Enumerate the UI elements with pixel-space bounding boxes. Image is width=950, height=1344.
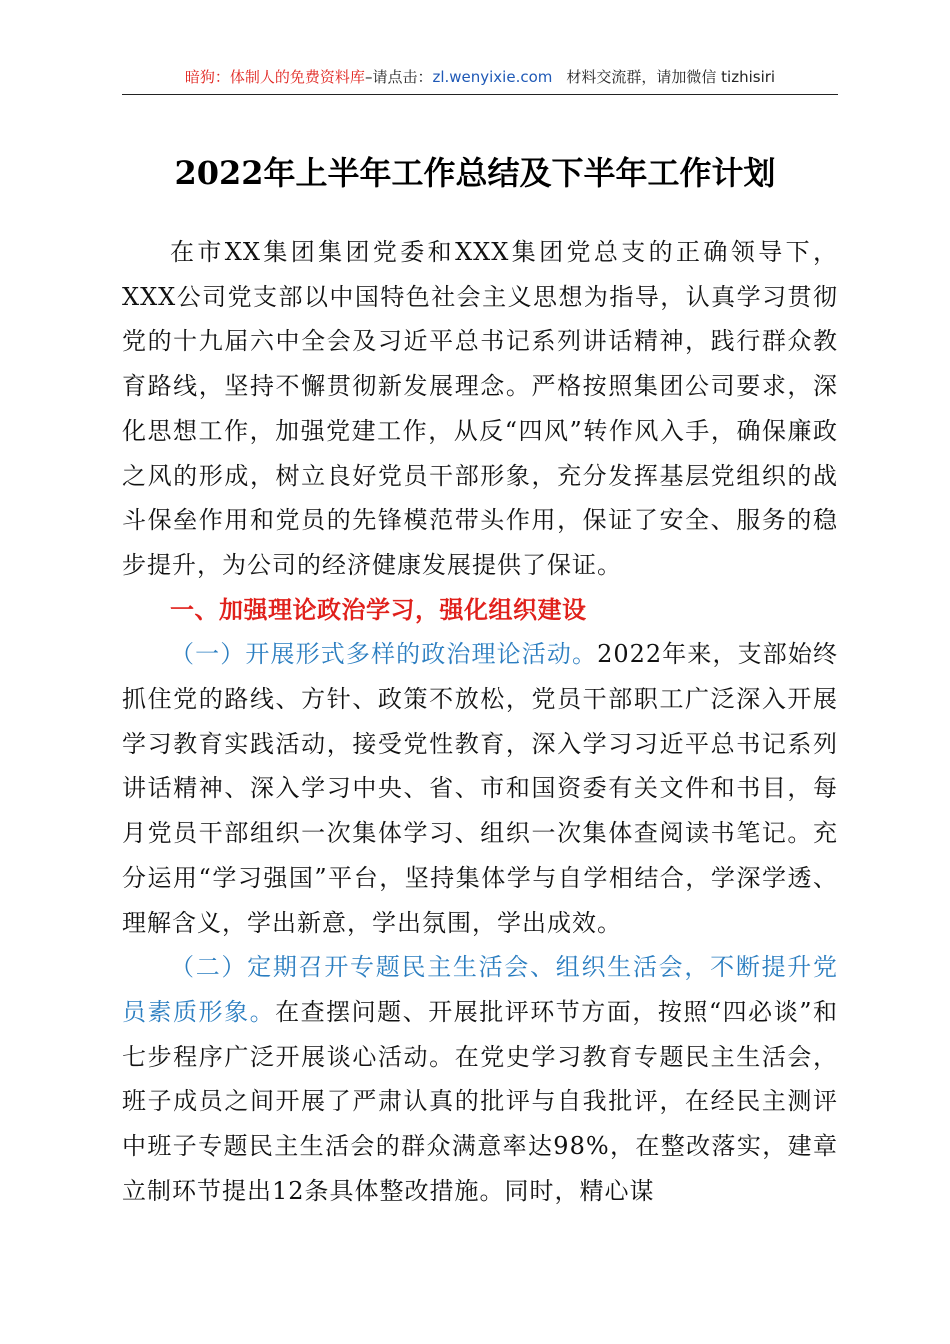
document-body — [122, 230, 838, 1213]
document-title: 2022年上半年工作总结及下半年工作计划 — [174, 154, 776, 192]
section-1-item-2 — [122, 945, 838, 1213]
header-site-name: 暗狗：体制人的免费资料库 — [184, 68, 365, 86]
item-2-heading: （二）定期召开专题民主生活会、组织生活会，不断提升党员素质形象。 — [122, 953, 838, 1026]
section-1-heading: 一、加强理论政治学习，强化组织建设 — [170, 595, 587, 624]
section-1-item-1 — [122, 632, 838, 945]
header-wechat-note: 材料交流群，请加微信 tizhisiri — [566, 68, 776, 86]
page-header — [122, 66, 838, 95]
item-2-text: 在查摆问题、开展批评环节方面，按照“四必谈”和七步程序广泛开展谈心活动。在党史学习教育专题民主生活会，班子成员之间开展了严肃认真的批评与自我批评，在经民主测评中班子专题民主生活会的群众满意率达98%，在整改落实，建章立制环节提出12条具体整改措施。同时，精心谋 — [122, 997, 839, 1205]
item-1-text: 2022年来，支部始终抓住党的路线、方针、政策不放松，党员干部职工广泛深入开展学习教育实践活动，接受党性教育，深入学习习近平总书记系列讲话精神、深入学习中央、省、市和国资委有关文件和书目，每月党员干部组织一次集体学习、组织一次集体查阅读书笔记。充分运用“学习强国”平台，坚持集体学与自学相结合，学深学透、理解含义，学出新意，学出氛围，学出成效。 — [122, 640, 839, 937]
item-1-heading: （一）开展形式多样的政治理论活动。 — [170, 640, 598, 669]
header-site-link[interactable]: zl.wenyixie.com — [432, 68, 553, 86]
header-click-prompt: –请点击： — [364, 68, 433, 86]
intro-paragraph: 在市XX集团集团党委和XXX集团党总支的正确领导下，XXX公司党支部以中国特色社会主义思想为指导，认真学习贯彻党的十九届六中全会及习近平总书记系列讲话精神，践行群众教育路线，坚持不懈贯彻新发展理念。严格按照集团公司要求，深化思想工作，加强党建工作，从反“四风”转作风入手，确保廉政之风的形成，树立良好党员干部形象，充分发挥基层党组织的战斗保垒作用和党员的先锋模范带头作用，保证了安全、服务的稳步提升，为公司的经济健康发展提供了保证。 — [122, 238, 838, 579]
